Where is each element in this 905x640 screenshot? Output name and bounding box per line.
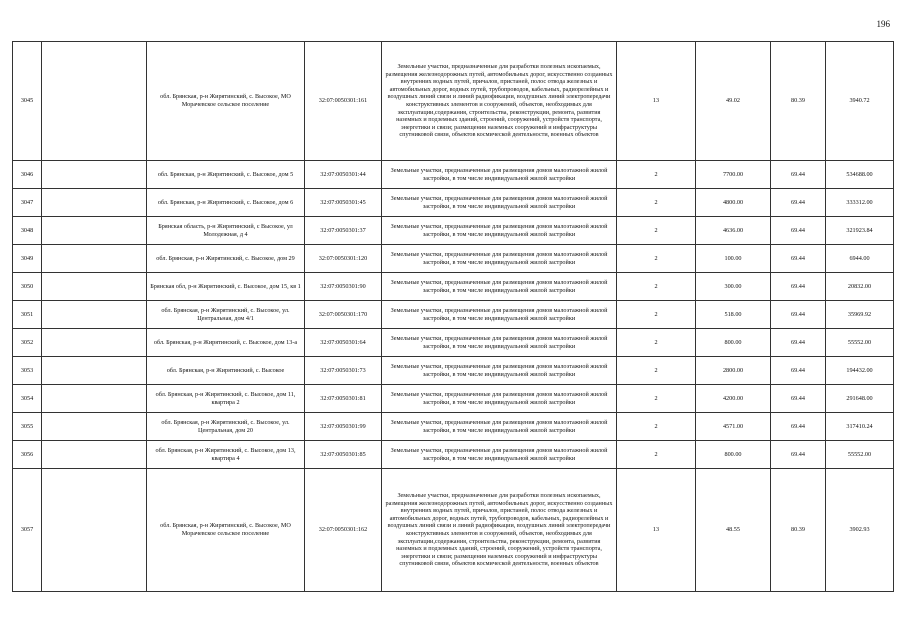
row-number-cell: 3046: [13, 161, 42, 189]
row-number-cell: 3054: [13, 385, 42, 413]
address-cell: обл. Брянская, р-н Жирятинский, с. Высокое, дом 13-а: [147, 329, 305, 357]
group-number-cell: 2: [617, 413, 696, 441]
specific-value-cell: 69.44: [771, 301, 826, 329]
cadastral-number-cell: 32:07:0050301:170: [305, 301, 382, 329]
table-row: [13, 385, 894, 413]
address-cell: обл. Брянская, р-н Жирятинский, с. Высокое, МО Морачевское сельское поселение: [147, 469, 305, 592]
row-number-cell: 3051: [13, 301, 42, 329]
address-cell: обл. Брянская, р-н Жирятинский, с. Высокое, МО Морачевское сельское поселение: [147, 42, 305, 161]
cadastral-value-cell: 3940.72: [826, 42, 894, 161]
land-use-cell: Земельные участки, предназначенные для размещения домов малоэтажной жилой застройки, в том числе индивидуальной жилой застройки: [382, 385, 617, 413]
row-number-cell: 3048: [13, 217, 42, 245]
group-number-cell: 2: [617, 329, 696, 357]
table-row: [13, 245, 894, 273]
address-cell: обл. Брянская, р-н Жирятинский, с. Высокое, дом 29: [147, 245, 305, 273]
specific-value-cell: 69.44: [771, 217, 826, 245]
specific-value-cell: 69.44: [771, 413, 826, 441]
land-registry-table: [12, 41, 894, 592]
cadastral-number-cell: 32:07:0050301:162: [305, 469, 382, 592]
cadastral-value-cell: 291648.00: [826, 385, 894, 413]
empty-cell: [42, 245, 147, 273]
cadastral-value-cell: 317410.24: [826, 413, 894, 441]
cadastral-value-cell: 321923.84: [826, 217, 894, 245]
cadastral-value-cell: 20832.00: [826, 273, 894, 301]
land-use-cell: Земельные участки, предназначенные для размещения домов малоэтажной жилой застройки, в том числе индивидуальной жилой застройки: [382, 329, 617, 357]
table-row: [13, 413, 894, 441]
cadastral-value-cell: 333312.00: [826, 189, 894, 217]
address-cell: Брянская область, р-н Жирятинский, с Высокое, ул Молодежная, д 4: [147, 217, 305, 245]
row-number-cell: 3057: [13, 469, 42, 592]
area-cell: 7700.00: [696, 161, 771, 189]
cadastral-value-cell: 55552.00: [826, 329, 894, 357]
group-number-cell: 2: [617, 385, 696, 413]
land-use-cell: Земельные участки, предназначенные для разработки полезных ископаемых, размещения железнодорожных путей, автомобильных дорог, искусственно созданных внутренних водных путей, причалов, пристаней, полос отвода железных и автомобильных дорог, водных путей, трубопроводов, кабельных, радиорелейных и воздушных линий связи и линий радиофикации, воздушных линий электропередачи конструктивных элементов и сооружений, объектов, необходимых для эксплуатации,содержания, строительства, реконструкции, ремонта, развития наземных и подземных зданий, строений, сооружений, устройств транспорта, энергетики и связи; размещения наземных сооружений и инфраструктуры спутниковой связи, объектов космической деятельности, военных объектов: [382, 469, 617, 592]
specific-value-cell: 69.44: [771, 385, 826, 413]
specific-value-cell: 69.44: [771, 357, 826, 385]
group-number-cell: 2: [617, 217, 696, 245]
empty-cell: [42, 273, 147, 301]
table-row: [13, 273, 894, 301]
area-cell: 100.00: [696, 245, 771, 273]
table-row: [13, 469, 894, 592]
table-row: [13, 161, 894, 189]
area-cell: 2800.00: [696, 357, 771, 385]
empty-cell: [42, 385, 147, 413]
group-number-cell: 2: [617, 273, 696, 301]
row-number-cell: 3052: [13, 329, 42, 357]
address-cell: обл. Брянская, р-н Жирятинский, с. Высокое: [147, 357, 305, 385]
page-number: 196: [876, 19, 890, 29]
specific-value-cell: 80.39: [771, 469, 826, 592]
land-use-cell: Земельные участки, предназначенные для размещения домов малоэтажной жилой застройки, в том числе индивидуальной жилой застройки: [382, 441, 617, 469]
specific-value-cell: 69.44: [771, 329, 826, 357]
specific-value-cell: 69.44: [771, 441, 826, 469]
address-cell: обл. Брянская, р-н Жирятинский, с. Высокое, дом 6: [147, 189, 305, 217]
table-row: [13, 189, 894, 217]
specific-value-cell: 69.44: [771, 245, 826, 273]
cadastral-number-cell: 32:07:0050301:73: [305, 357, 382, 385]
land-use-cell: Земельные участки, предназначенные для размещения домов малоэтажной жилой застройки, в том числе индивидуальной жилой застройки: [382, 189, 617, 217]
address-cell: обл. Брянская, р-н Жирятинский, с. Высокое, дом 11, квартира 2: [147, 385, 305, 413]
empty-cell: [42, 413, 147, 441]
area-cell: 518.00: [696, 301, 771, 329]
cadastral-value-cell: 3902.93: [826, 469, 894, 592]
land-use-cell: Земельные участки, предназначенные для размещения домов малоэтажной жилой застройки, в том числе индивидуальной жилой застройки: [382, 413, 617, 441]
table-row: [13, 42, 894, 161]
cadastral-number-cell: 32:07:0050301:45: [305, 189, 382, 217]
cadastral-number-cell: 32:07:0050301:99: [305, 413, 382, 441]
specific-value-cell: 80.39: [771, 42, 826, 161]
land-use-cell: Земельные участки, предназначенные для размещения домов малоэтажной жилой застройки, в том числе индивидуальной жилой застройки: [382, 245, 617, 273]
land-use-cell: Земельные участки, предназначенные для размещения домов малоэтажной жилой застройки, в том числе индивидуальной жилой застройки: [382, 161, 617, 189]
group-number-cell: 13: [617, 42, 696, 161]
area-cell: 48.55: [696, 469, 771, 592]
specific-value-cell: 69.44: [771, 273, 826, 301]
row-number-cell: 3053: [13, 357, 42, 385]
row-number-cell: 3050: [13, 273, 42, 301]
cadastral-value-cell: 6944.00: [826, 245, 894, 273]
cadastral-number-cell: 32:07:0050301:37: [305, 217, 382, 245]
address-cell: обл. Брянская, р-н Жирятинский, с. Высокое, дом 5: [147, 161, 305, 189]
row-number-cell: 3045: [13, 42, 42, 161]
area-cell: 800.00: [696, 329, 771, 357]
cadastral-number-cell: 32:07:0050301:44: [305, 161, 382, 189]
row-number-cell: 3055: [13, 413, 42, 441]
cadastral-number-cell: 32:07:0050301:81: [305, 385, 382, 413]
cadastral-value-cell: 194432.00: [826, 357, 894, 385]
cadastral-value-cell: 35969.92: [826, 301, 894, 329]
empty-cell: [42, 161, 147, 189]
land-use-cell: Земельные участки, предназначенные для разработки полезных ископаемых, размещения железнодорожных путей, автомобильных дорог, искусственно созданных внутренних водных путей, причалов, пристаней, полос отвода железных и автомобильных дорог, водных путей, трубопроводов, кабельных, радиорелейных и воздушных линий связи и линий радиофикации, воздушных линий электропередачи конструктивных элементов и сооружений, объектов, необходимых для эксплуатации,содержания, строительства, реконструкции, ремонта, развития наземных и подземных зданий, строений, сооружений, устройств транспорта, энергетики и связи; размещения наземных сооружений и инфраструктуры спутниковой связи, объектов космической деятельности, военных объектов: [382, 42, 617, 161]
group-number-cell: 2: [617, 161, 696, 189]
area-cell: 800.00: [696, 441, 771, 469]
cadastral-value-cell: 55552.00: [826, 441, 894, 469]
address-cell: Брянская обл, р-н Жирятинский, с. Высокое, дом 15, кв 1: [147, 273, 305, 301]
cadastral-number-cell: 32:07:0050301:120: [305, 245, 382, 273]
group-number-cell: 2: [617, 301, 696, 329]
group-number-cell: 2: [617, 357, 696, 385]
address-cell: обл. Брянская, р-н Жирятинский, с. Высокое, ул. Центральная, дом 4/1: [147, 301, 305, 329]
area-cell: 300.00: [696, 273, 771, 301]
empty-cell: [42, 42, 147, 161]
area-cell: 4200.00: [696, 385, 771, 413]
cadastral-number-cell: 32:07:0050301:161: [305, 42, 382, 161]
area-cell: 4571.00: [696, 413, 771, 441]
table-row: [13, 357, 894, 385]
specific-value-cell: 69.44: [771, 189, 826, 217]
land-use-cell: Земельные участки, предназначенные для размещения домов малоэтажной жилой застройки, в том числе индивидуальной жилой застройки: [382, 273, 617, 301]
table-row: [13, 441, 894, 469]
row-number-cell: 3056: [13, 441, 42, 469]
empty-cell: [42, 469, 147, 592]
table-row: [13, 301, 894, 329]
group-number-cell: 13: [617, 469, 696, 592]
cadastral-number-cell: 32:07:0050301:90: [305, 273, 382, 301]
empty-cell: [42, 441, 147, 469]
cadastral-value-cell: 534688.00: [826, 161, 894, 189]
land-use-cell: Земельные участки, предназначенные для размещения домов малоэтажной жилой застройки, в том числе индивидуальной жилой застройки: [382, 357, 617, 385]
empty-cell: [42, 301, 147, 329]
address-cell: обл. Брянская, р-н Жирятинский, с. Высокое, ул. Центральная, дом 20: [147, 413, 305, 441]
specific-value-cell: 69.44: [771, 161, 826, 189]
land-use-cell: Земельные участки, предназначенные для размещения домов малоэтажной жилой застройки, в том числе индивидуальной жилой застройки: [382, 217, 617, 245]
land-use-cell: Земельные участки, предназначенные для размещения домов малоэтажной жилой застройки, в том числе индивидуальной жилой застройки: [382, 301, 617, 329]
empty-cell: [42, 217, 147, 245]
table-row: [13, 329, 894, 357]
address-cell: обл. Брянская, р-н Жирятинский, с. Высокое, дом 13, квартира 4: [147, 441, 305, 469]
empty-cell: [42, 329, 147, 357]
area-cell: 4800.00: [696, 189, 771, 217]
empty-cell: [42, 357, 147, 385]
empty-cell: [42, 189, 147, 217]
row-number-cell: 3047: [13, 189, 42, 217]
group-number-cell: 2: [617, 245, 696, 273]
row-number-cell: 3049: [13, 245, 42, 273]
cadastral-number-cell: 32:07:0050301:64: [305, 329, 382, 357]
area-cell: 49.02: [696, 42, 771, 161]
group-number-cell: 2: [617, 441, 696, 469]
table-row: [13, 217, 894, 245]
cadastral-number-cell: 32:07:0050301:85: [305, 441, 382, 469]
group-number-cell: 2: [617, 189, 696, 217]
area-cell: 4636.00: [696, 217, 771, 245]
